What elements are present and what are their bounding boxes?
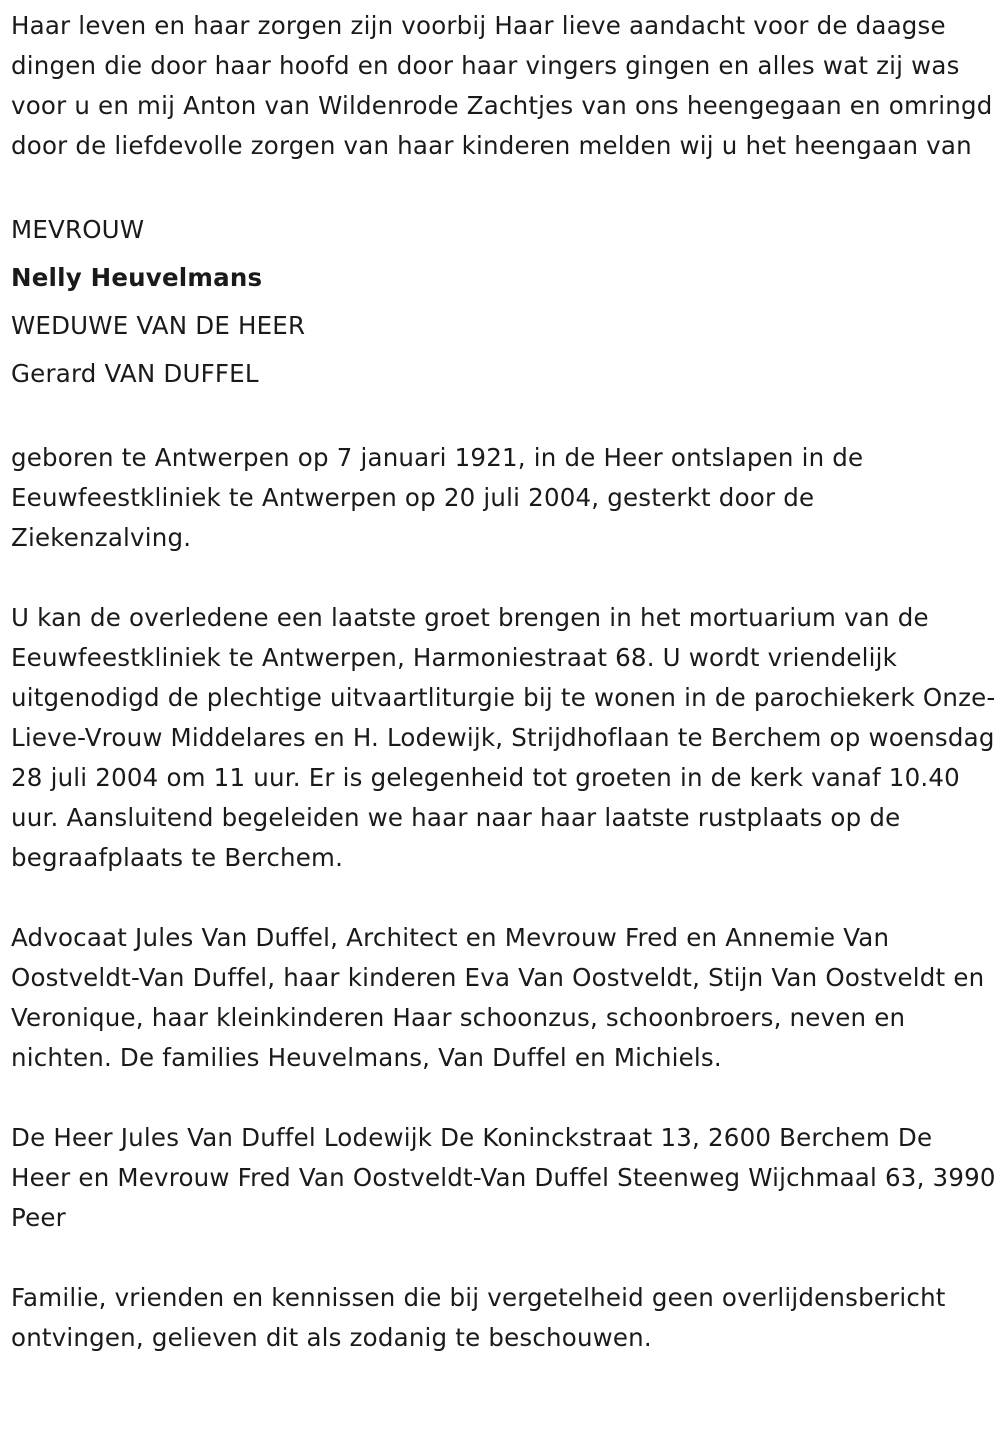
addresses-paragraph: De Heer Jules Van Duffel Lodewijk De Koninckstraat 13, 2600 Berchem De Heer en Mevrouw Fred Van Oostveldt-Van Duffel Steenweg Wijchmaal 63, 3990 Peer [11, 1123, 996, 1232]
widow-of-label: WEDUWE VAN DE HEER [11, 311, 306, 340]
intro-paragraph: Haar leven en haar zorgen zijn voorbij Haar lieve aandacht voor de daagse dingen die door haar hoofd en door haar vingers gingen en alles wat zij was voor u en mij Anton van Wildenrode Zachtjes van ons heengegaan en omringd door de liefdevolle zorgen van haar kinderen melden wij u het heengaan van [11, 11, 993, 160]
family-paragraph: Advocaat Jules Van Duffel, Architect en Mevrouw Fred en Annemie Van Oostveldt-Van Duffel, haar kinderen Eva Van Oostveldt, Stijn Van Oostveldt en Veronique, haar kleinkinderen Haar schoonzus, schoonbroers, neven en nichten. De families Heuvelmans, Van Duffel en Michiels. [11, 923, 985, 1072]
closing-paragraph: Familie, vrienden en kennissen die bij vergetelheid geen overlijdensbericht ontvingen, gelieven dit als zodanig te beschouwen. [11, 1283, 946, 1352]
funeral-info-paragraph: U kan de overledene een laatste groet brengen in het mortuarium van de Eeuwfeestkliniek te Antwerpen, Harmoniestraat 68. U wordt vriendelijk uitgenodigd de plechtige uitvaartliturgie bij te wonen in de parochiekerk Onze-Lieve-Vrouw Middelares en H. Lodewijk, Strijdhoflaan te Berchem op woensdag 28 juli 2004 om 11 uur. Er is gelegenheid tot groeten in de kerk vanaf 10.40 uur. Aansluitend begeleiden we haar naar haar laatste rustplaats op de begraafplaats te Berchem. [11, 603, 996, 872]
spacer [11, 558, 996, 598]
deceased-name: Nelly Heuvelmans [11, 263, 263, 292]
spacer [11, 878, 996, 918]
spouse-name: Gerard VAN DUFFEL [11, 359, 259, 388]
spacer [11, 398, 996, 438]
birth-death-paragraph: geboren te Antwerpen op 7 januari 1921, in de Heer ontslapen in de Eeuwfeestkliniek te Antwerpen op 20 juli 2004, gesterkt door de Ziekenzalving. [11, 443, 864, 552]
spacer [11, 1078, 996, 1118]
obituary-notice [11, 6, 996, 1358]
spacer [11, 1238, 996, 1278]
deceased-block [11, 206, 996, 398]
spacer [11, 166, 996, 206]
honorific: MEVROUW [11, 215, 145, 244]
